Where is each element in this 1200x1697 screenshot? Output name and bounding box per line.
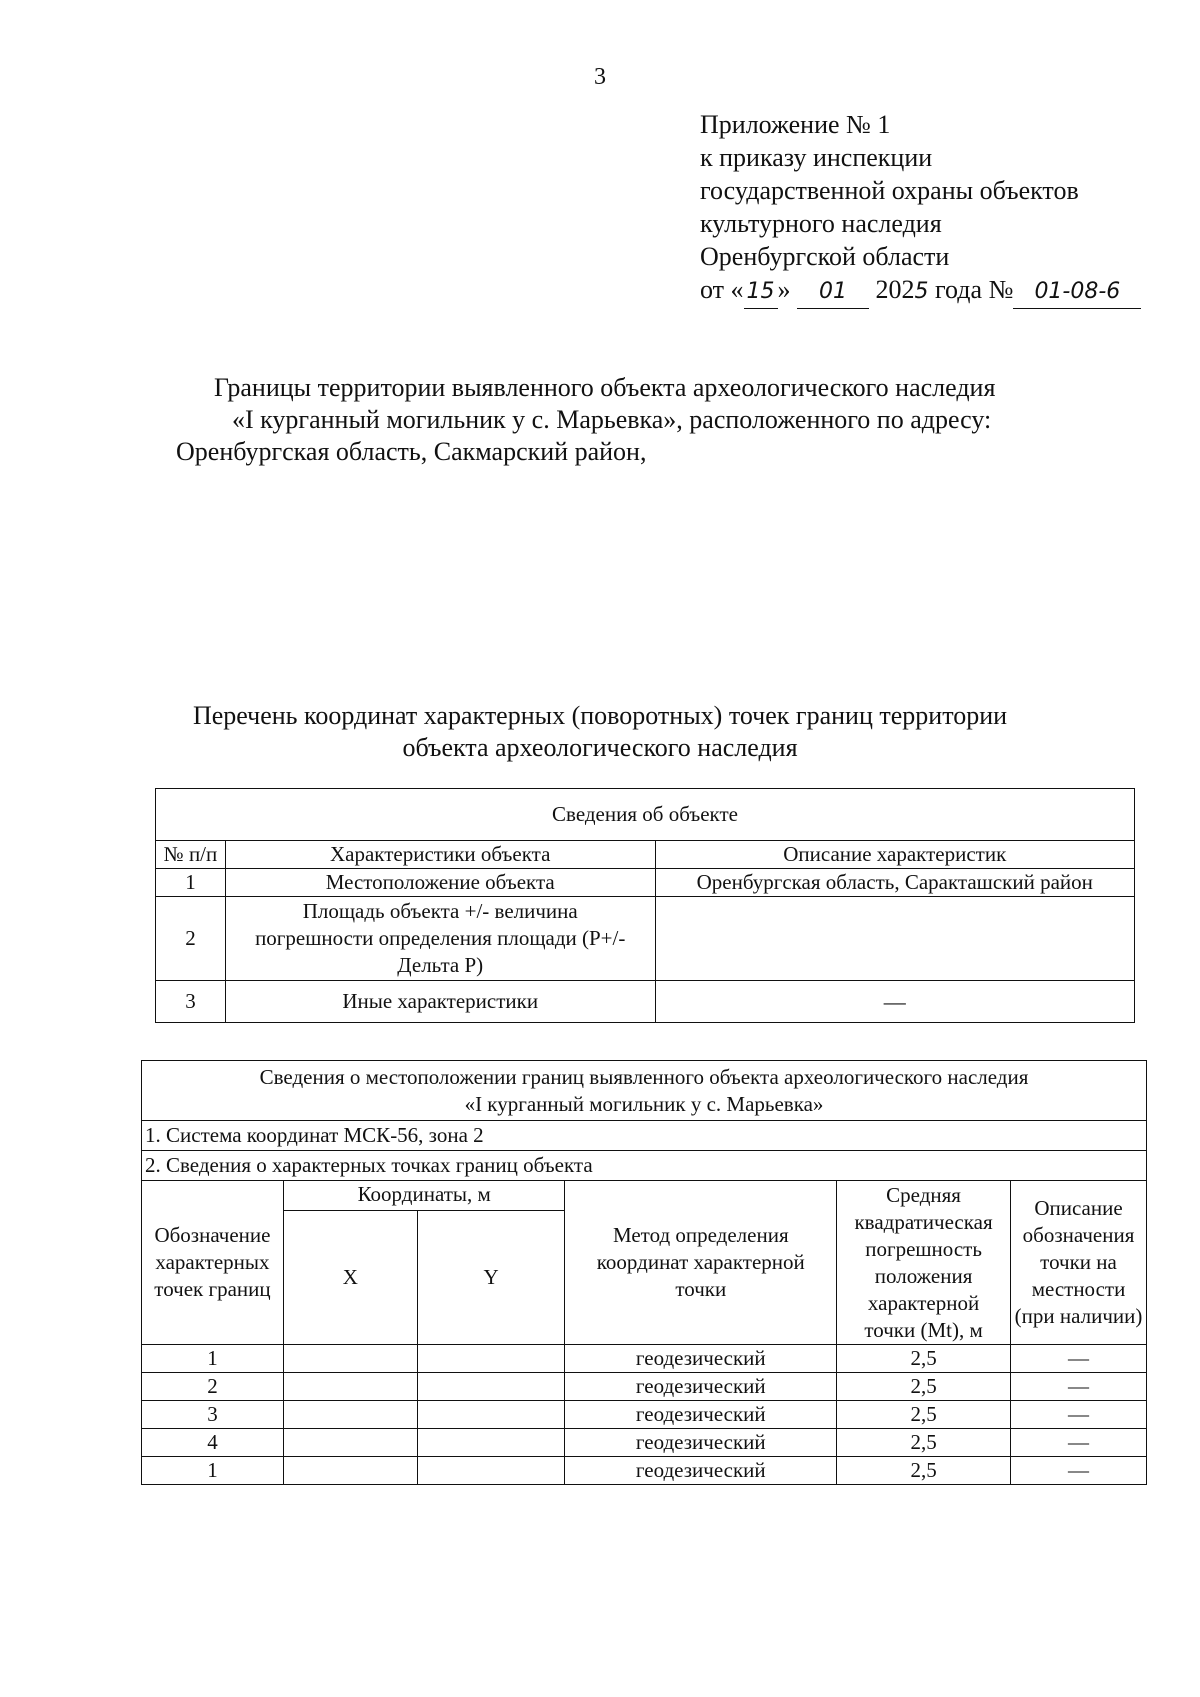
- title-line: Границы территории выявленного объекта археологического наследия: [214, 373, 996, 402]
- cell: Площадь объекта +/- величина погрешности определения площади (Р+/- Дельта Р): [225, 897, 655, 981]
- cell: 1: [142, 1457, 284, 1485]
- date-year-prefix: 202: [875, 275, 915, 304]
- cell: 2,5: [837, 1345, 1011, 1373]
- cell: 2,5: [837, 1457, 1011, 1485]
- cell: [417, 1345, 565, 1373]
- cell: [655, 897, 1134, 981]
- header-x: X: [283, 1211, 417, 1345]
- appendix-line: к приказу инспекции: [700, 143, 933, 172]
- cell: [417, 1373, 565, 1401]
- cell: Местоположение объекта: [225, 869, 655, 897]
- cell: —: [1011, 1429, 1147, 1457]
- table-row: [156, 869, 1135, 897]
- caption-line: Сведения о местоположении границ выявленного объекта археологического наследия: [259, 1064, 1029, 1089]
- cell: —: [655, 981, 1134, 1023]
- cell: Оренбургская область, Саракташский район: [655, 869, 1134, 897]
- cell: [417, 1457, 565, 1485]
- cell: [417, 1401, 565, 1429]
- header-error: Средняя квадратическая погрешность положения характерной точки (Mt), м: [837, 1181, 1011, 1345]
- cell: [283, 1429, 417, 1457]
- cell: геодезический: [565, 1345, 837, 1373]
- coordinates-list-title: [0, 700, 1200, 764]
- date-month-handwritten: 01: [797, 275, 869, 309]
- appendix-block: [700, 108, 1141, 309]
- cell: Иные характеристики: [225, 981, 655, 1023]
- boundary-table-caption: [142, 1061, 1147, 1121]
- cell: —: [1011, 1457, 1147, 1485]
- header-designation: Обозначение характерных точек границ: [142, 1181, 284, 1345]
- table-row: [156, 897, 1135, 981]
- object-table-caption: Сведения об объекте: [156, 789, 1135, 841]
- cell: [283, 1373, 417, 1401]
- boundary-points-table: [141, 1060, 1147, 1485]
- table-row: [156, 981, 1135, 1023]
- date-year-digit-handwritten: 5: [914, 279, 929, 304]
- cell: 2,5: [837, 1373, 1011, 1401]
- header-method: Метод определения координат характерной точки: [565, 1181, 837, 1345]
- cell: 2,5: [837, 1429, 1011, 1457]
- cell: 4: [142, 1429, 284, 1457]
- title-line: «I курганный могильник у с. Марьевка», расположенного по адресу:: [232, 405, 992, 434]
- coordinate-system: 1. Система координат МСК-56, зона 2: [142, 1121, 1147, 1151]
- cell: [283, 1345, 417, 1373]
- cell: 3: [156, 981, 226, 1023]
- header-point-description: Описание обозначения точки на местности (при наличии): [1011, 1181, 1147, 1345]
- date-suffix: года №: [935, 275, 1014, 304]
- cell: [283, 1457, 417, 1485]
- list-title-line: Перечень координат характерных (поворотных) точек границ территории: [192, 701, 1008, 730]
- points-caption: 2. Сведения о характерных точках границ объекта: [142, 1151, 1147, 1181]
- date-mid: »: [777, 275, 791, 304]
- cell: [283, 1401, 417, 1429]
- cell: геодезический: [565, 1457, 837, 1485]
- cell: 2,5: [837, 1401, 1011, 1429]
- cell: —: [1011, 1345, 1147, 1373]
- header-y: Y: [417, 1211, 565, 1345]
- appendix-date-line: [700, 273, 1141, 309]
- header-description: Описание характеристик: [655, 841, 1134, 869]
- table-row: [142, 1401, 1147, 1429]
- cell: 1: [156, 869, 226, 897]
- appendix-line: Приложение № 1: [700, 110, 891, 139]
- appendix-line: культурного наследия: [700, 209, 942, 238]
- caption-line: «I курганный могильник у с. Марьевка»: [464, 1091, 824, 1116]
- object-info-table: [155, 788, 1135, 1023]
- table-row: [142, 1457, 1147, 1485]
- cell: 2: [142, 1373, 284, 1401]
- cell: [417, 1429, 565, 1457]
- header-number: № п/п: [156, 841, 226, 869]
- cell: —: [1011, 1401, 1147, 1429]
- cell: геодезический: [565, 1373, 837, 1401]
- cell: 2: [156, 897, 226, 981]
- table-row: [142, 1429, 1147, 1457]
- cell: —: [1011, 1373, 1147, 1401]
- header-characteristic: Характеристики объекта: [225, 841, 655, 869]
- appendix-line: Оренбургской области: [700, 242, 950, 271]
- table-row: [142, 1373, 1147, 1401]
- order-number-handwritten: 01-08-6: [1013, 275, 1141, 309]
- cell: геодезический: [565, 1429, 837, 1457]
- cell: 3: [142, 1401, 284, 1429]
- appendix-line: государственной охраны объектов: [700, 176, 1079, 205]
- header-coordinates: Координаты, м: [283, 1181, 565, 1211]
- cell: 1: [142, 1345, 284, 1373]
- date-day-handwritten: 15: [744, 275, 778, 309]
- page-number: 3: [594, 64, 606, 90]
- table-row: [142, 1345, 1147, 1373]
- list-title-line: объекта археологического наследия: [402, 733, 798, 762]
- title-line: Оренбургская область, Сакмарский район,: [176, 437, 647, 466]
- cell: геодезический: [565, 1401, 837, 1429]
- date-prefix: от «: [700, 275, 744, 304]
